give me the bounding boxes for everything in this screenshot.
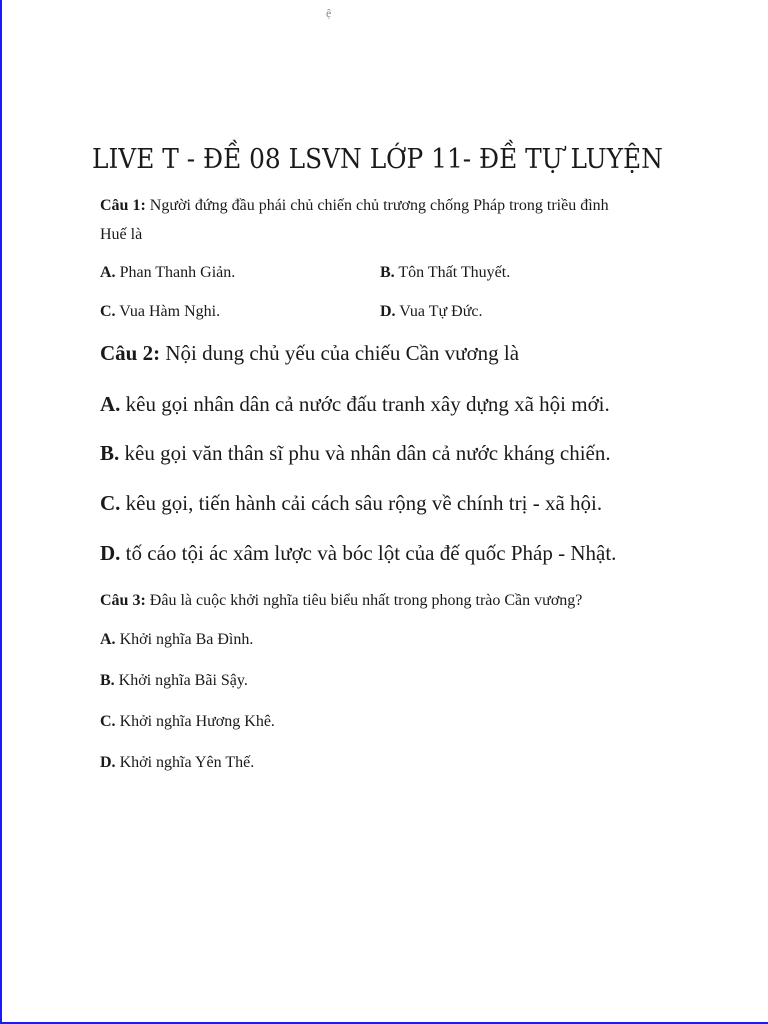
option-text: tố cáo tội ác xâm lược và bóc lột của đế quốc Pháp - Nhật. [125,541,617,565]
option-letter: A. [100,631,116,648]
option-letter: C. [100,713,116,730]
question-2-option-a [100,392,610,417]
question-1-option-a [100,264,235,282]
option-text: Khởi nghĩa Hương Khê. [119,713,275,730]
option-text: kêu gọi nhân dân cả nước đấu tranh xây dựng xã hội mới. [125,392,610,416]
option-text: Phan Thanh Giản. [119,264,236,281]
question-1-line1 [100,197,609,215]
document-title: LIVE T - ĐỀ 08 LSVN LỚP 11- ĐỀ TỰ LUYỆN [92,144,663,175]
option-letter: A. [100,264,116,281]
question-1-line2: Huế là [100,226,143,243]
question-2-option-c [100,491,602,516]
question-2-option-d [100,541,616,566]
option-letter: D. [100,754,116,771]
option-letter: C. [100,303,116,320]
option-letter: B. [380,264,395,281]
question-2-text: Nội dung chủ yếu của chiếu Cần vương là [165,341,520,365]
option-letter: B. [100,672,115,689]
question-3-option-a [100,631,253,649]
option-text: Khởi nghĩa Bãi Sậy. [118,672,248,689]
option-text: Vua Hàm Nghi. [119,303,221,320]
header-mark: ệ [326,6,332,20]
question-1-label: Câu 1: [100,197,146,214]
question-1-text: Người đứng đầu phái chủ chiến chủ trương chống Pháp trong triều đình [149,197,609,214]
question-1-option-c [100,303,220,321]
option-text: Khởi nghĩa Ba Đình. [119,631,254,648]
question-3-option-c [100,713,275,731]
option-letter: B. [100,441,120,465]
question-1-option-d [380,303,482,321]
question-3-option-d [100,754,254,772]
question-2-option-b [100,441,611,466]
option-letter: D. [380,303,396,320]
question-3-label: Câu 3: [100,592,146,609]
option-letter: A. [100,392,121,416]
question-3 [100,592,582,610]
option-text: Vua Tự Đức. [399,303,483,320]
option-letter: D. [100,541,121,565]
option-letter: C. [100,491,121,515]
question-1-option-b [380,264,510,282]
question-3-option-b [100,672,248,690]
question-2 [100,341,519,366]
option-text: kêu gọi văn thân sĩ phu và nhân dân cả nước kháng chiến. [124,441,611,465]
option-text: Tôn Thất Thuyết. [398,264,511,281]
question-2-label: Câu 2: [100,341,161,365]
option-text: Khởi nghĩa Yên Thế. [119,754,255,771]
question-3-text: Đâu là cuộc khởi nghĩa tiêu biểu nhất trong phong trào Cần vương? [149,592,583,609]
option-text: kêu gọi, tiến hành cải cách sâu rộng về chính trị - xã hội. [125,491,603,515]
